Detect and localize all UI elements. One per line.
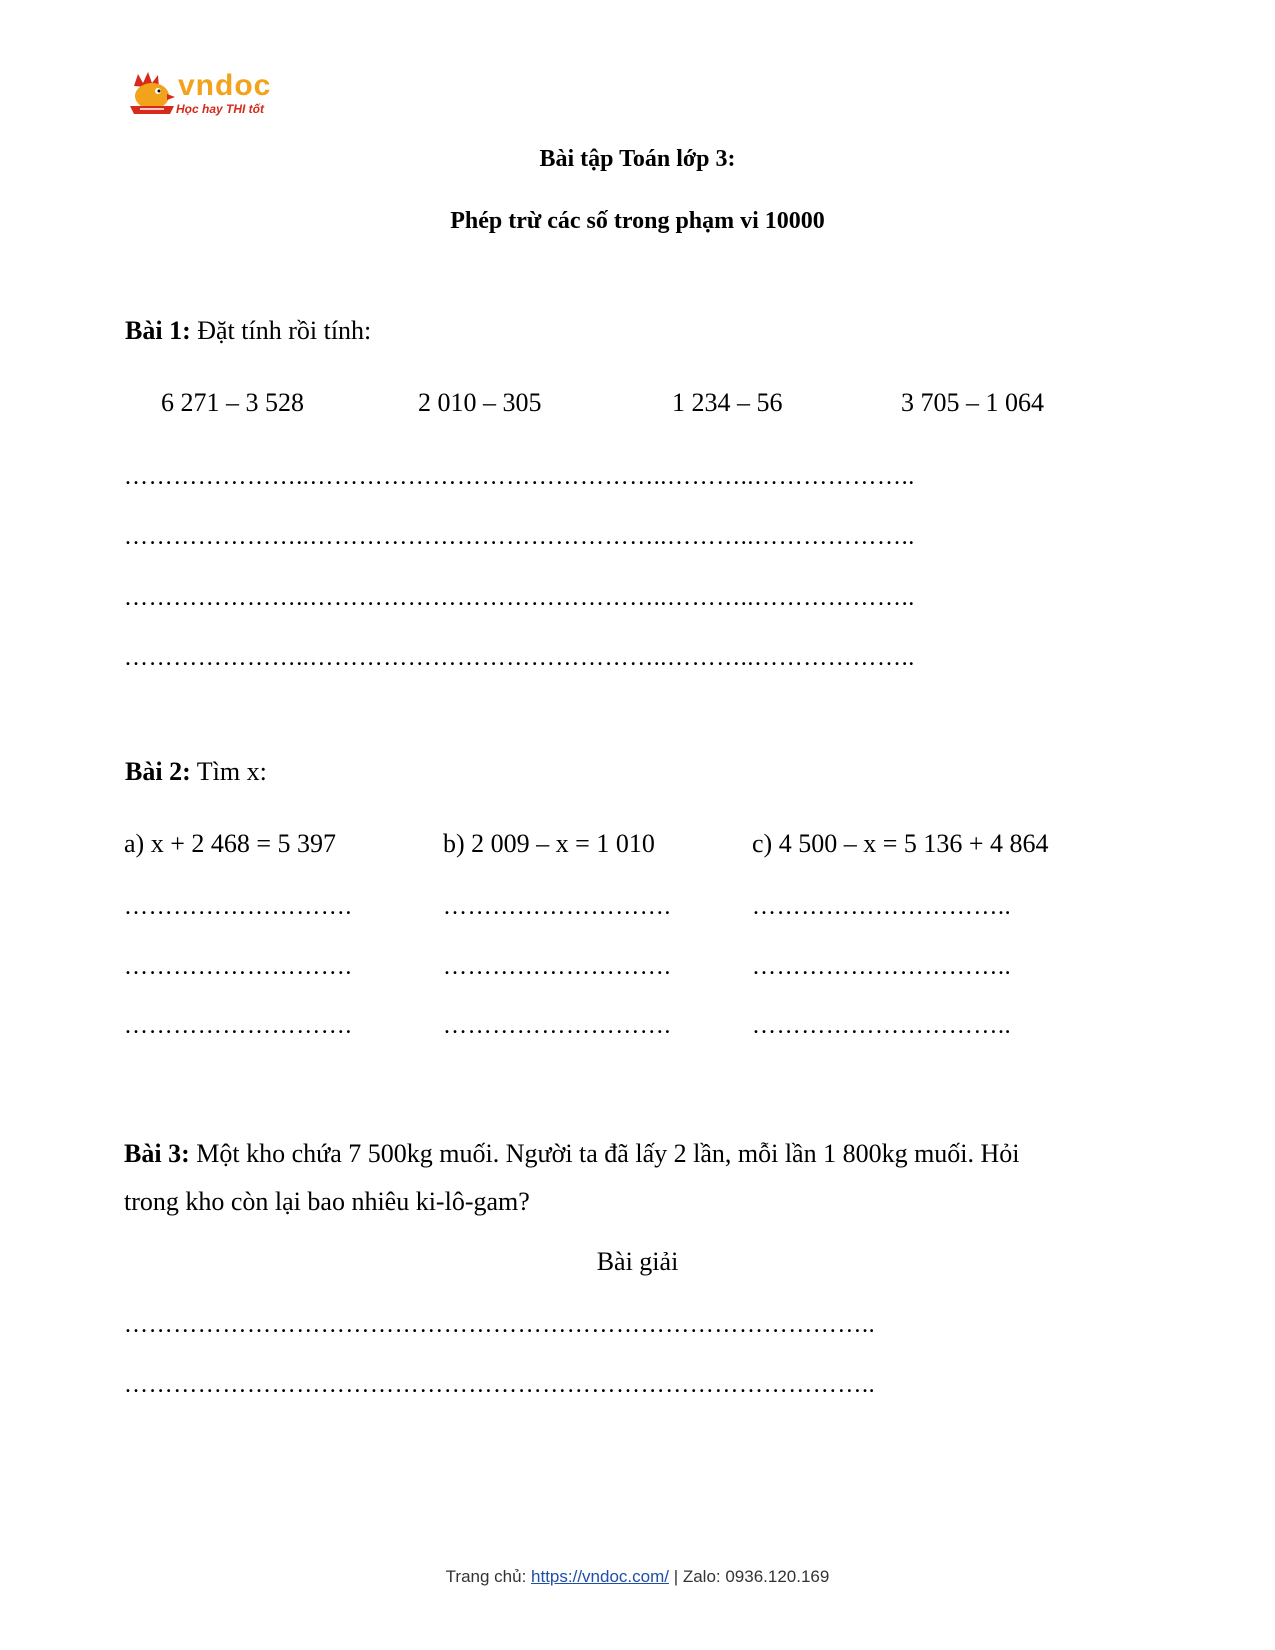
bai1-answer-line: …………………..……………………………………..………..……………….. xyxy=(124,645,915,671)
bai2-answer-line-a: ………………………. xyxy=(124,954,352,980)
bai2-answer-line-b: ………………………. xyxy=(443,894,671,920)
bai2-label: Bài 2: xyxy=(125,757,191,786)
bai3-problem-line2: trong kho còn lại bao nhiêu ki-lô-gam? xyxy=(124,1187,530,1216)
bai2-heading xyxy=(125,757,267,787)
bai2-answer-line-c: ………………………….. xyxy=(752,894,1012,920)
bai2-instruction: Tìm x: xyxy=(196,757,267,786)
footer-prefix: Trang chủ: xyxy=(445,1567,532,1586)
bai2-answer-line-c: ………………………….. xyxy=(752,1013,1012,1039)
bai2-answer-line-b: ………………………. xyxy=(443,954,671,980)
bai2-expr-c: c) 4 500 – x = 5 136 + 4 864 xyxy=(752,829,1049,858)
bai1-expr-2: 2 010 – 305 xyxy=(418,388,542,417)
page-subtitle: Phép trừ các số trong phạm vi 10000 xyxy=(450,208,825,234)
bai1-expr-1: 6 271 – 3 528 xyxy=(161,388,304,417)
bai3-text: Một kho chứa 7 500kg muối. Người ta đã lấy 2 lần, mỗi lần 1 800kg muối. Hỏi xyxy=(196,1139,1020,1168)
bai3-problem-line1 xyxy=(124,1139,1020,1169)
bai2-expr-a: a) x + 2 468 = 5 397 xyxy=(124,829,337,858)
bai1-answer-line: …………………..……………………………………..………..……………….. xyxy=(124,585,915,611)
bai2-expr-b: b) 2 009 – x = 1 010 xyxy=(443,829,655,858)
homepage-link[interactable]: https://vndoc.com/ xyxy=(531,1567,669,1586)
bai2-answer-line-c: ………………………….. xyxy=(752,954,1012,980)
bai1-instruction: Đặt tính rồi tính: xyxy=(197,316,372,345)
page-title: Bài tập Toán lớp 3: xyxy=(539,146,736,172)
bai1-answer-line: …………………..……………………………………..………..……………….. xyxy=(124,464,915,490)
bai1-answer-line: …………………..……………………………………..………..……………….. xyxy=(124,524,915,550)
bai2-answer-line-a: ………………………. xyxy=(124,1013,352,1039)
bai1-expr-3: 1 234 – 56 xyxy=(672,388,783,417)
bai1-label: Bài 1: xyxy=(125,316,191,345)
footer-contact: | Zalo: 0936.120.169 xyxy=(668,1567,830,1586)
bai1-heading xyxy=(125,316,371,346)
bai2-answer-line-a: ………………………. xyxy=(124,894,352,920)
rooster-mascot-icon xyxy=(128,68,180,118)
vndoc-logo xyxy=(128,68,288,120)
logo-slogan: Học hay THI tốt xyxy=(176,102,265,116)
bai3-label: Bài 3: xyxy=(124,1139,190,1168)
bai1-expr-4: 3 705 – 1 064 xyxy=(901,388,1044,417)
page-footer xyxy=(0,1567,1275,1587)
bai3-answer-line: ……………………………………………………………………………….. xyxy=(124,1372,876,1398)
logo-wordmark: vndoc xyxy=(178,69,272,102)
bai3-solution-title: Bài giải xyxy=(596,1247,679,1276)
bai2-answer-line-b: ………………………. xyxy=(443,1013,671,1039)
bai3-answer-line: ……………………………………………………………………………….. xyxy=(124,1312,876,1338)
